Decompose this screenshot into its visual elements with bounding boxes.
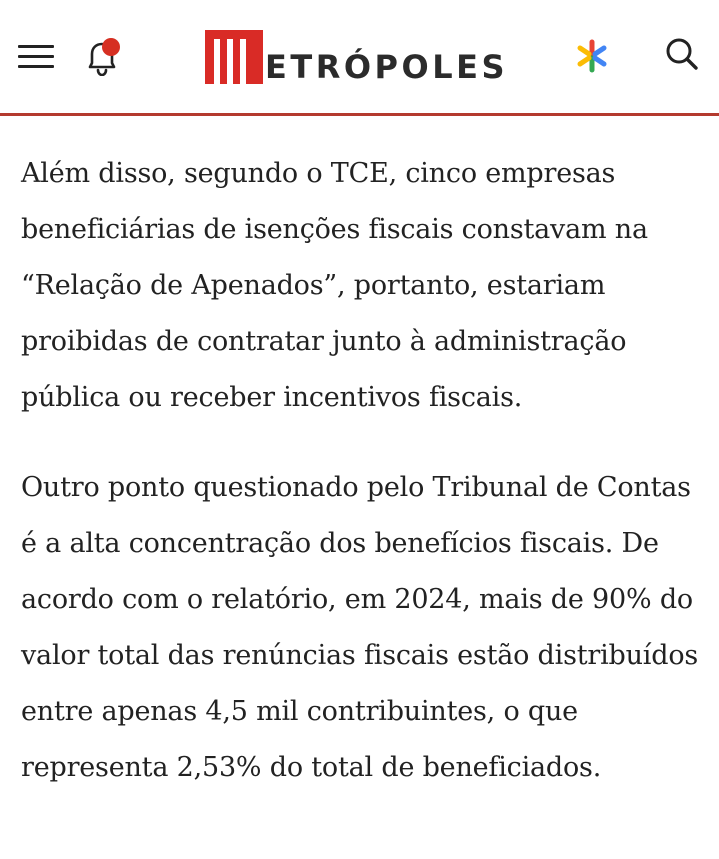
bell-icon[interactable] (86, 38, 122, 76)
article-paragraph: Além disso, segundo o TCE, cinco empresas beneficiárias de isenções fiscais constavam na “Relação de Apenados”, portanto, estariam proibidas de contratar junto à administração pública ou receber incentivos fiscais. (21, 158, 648, 413)
logo-mark-m (205, 30, 263, 84)
notification-dot (102, 38, 120, 56)
hamburger-menu-icon[interactable] (18, 42, 54, 70)
logo-wordmark: ETRÓPOLES (265, 48, 508, 86)
multicolor-asterisk-icon[interactable] (574, 38, 610, 74)
metropoles-logo[interactable] (205, 30, 508, 84)
article-paragraph: Outro ponto questionado pelo Tribunal de Contas é a alta concentração dos benefícios fiscais. De acordo com o relatório, em 2024, mais de 90% do valor total das renúncias fiscais estão distribuídos entre apenas 4,5 mil contribuintes, o que representa 2,53% do total de beneficiados. (21, 472, 699, 783)
search-icon[interactable] (664, 36, 700, 72)
site-header (0, 0, 719, 116)
article-body (0, 116, 719, 796)
